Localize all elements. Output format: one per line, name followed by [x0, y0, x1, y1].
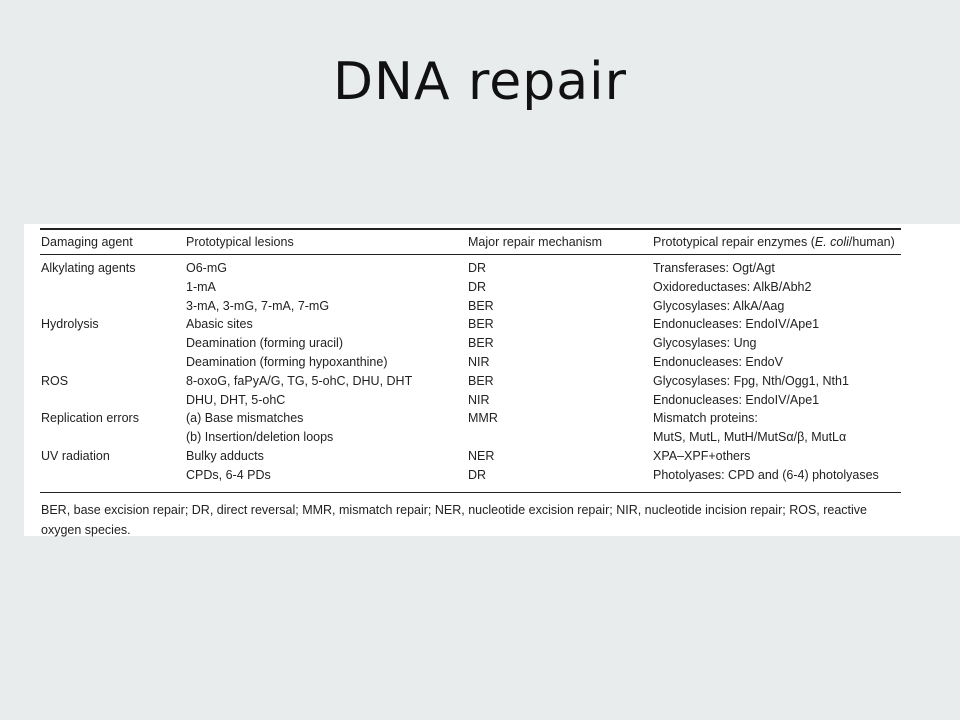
cell-mechanism: BER [468, 298, 494, 313]
table-bottom-rule [40, 492, 901, 493]
slide-title: DNA repair [333, 52, 627, 112]
cell-enzymes: Transferases: Ogt/Agt [653, 261, 775, 275]
cell-agent: Hydrolysis [41, 317, 99, 332]
cell-enzymes: Endonucleases: EndoIV/Ape1 [653, 392, 820, 407]
cell-enzymes: Endonucleases: EndoIV/Ape1 [653, 317, 820, 332]
cell-mechanism: NER [468, 449, 495, 463]
cell-lesion: O6-mG [186, 261, 227, 275]
cell-mechanism: NIR [468, 355, 490, 369]
table-top-rule [40, 228, 901, 230]
cell-enzymes: Photolyases: CPD and (6-4) photolyases [653, 467, 879, 482]
cell-mechanism: DR [468, 467, 487, 482]
header-enzymes-organism: E. coli [814, 235, 849, 249]
cell-mechanism: BER [468, 317, 494, 332]
cell-enzymes: Endonucleases: EndoV [653, 355, 783, 369]
cell-enzymes: Glycosylases: AlkA/Aag [653, 298, 785, 313]
cell-enzymes: Oxidoreductases: AlkB/Abh2 [653, 279, 812, 294]
cell-mechanism: BER [468, 336, 494, 351]
cell-agent: Replication errors [41, 411, 139, 426]
cell-mechanism: NIR [468, 392, 490, 407]
cell-mechanism: MMR [468, 411, 498, 426]
cell-lesion: Bulky adducts [186, 449, 264, 463]
header-prototypical-lesions: Prototypical lesions [186, 235, 294, 249]
table-footnote: BER, base excision repair; DR, direct reversal; MMR, mismatch repair; NER, nucleotide excision repair; NIR, nucleotide incision repair; ROS, reactive oxygen species. [41, 503, 867, 537]
cell-agent: ROS [41, 373, 69, 388]
cell-lesion: Deamination (forming hypoxanthine) [186, 355, 388, 369]
cell-lesion: 3-mA, 3-mG, 7-mA, 7-mG [186, 298, 330, 313]
cell-agent: Alkylating agents [41, 261, 136, 275]
cell-lesion: Deamination (forming uracil) [186, 336, 344, 351]
table-header-rule [40, 254, 901, 255]
cell-mechanism: BER [468, 373, 494, 388]
cell-lesion: 8-oxoG, faPyA/G, TG, 5-ohC, DHU, DHT [186, 373, 413, 388]
cell-lesion: (a) Base mismatches [186, 411, 304, 426]
header-enzymes-prefix: Prototypical repair enzymes ( [653, 235, 815, 249]
header-repair-enzymes [653, 234, 895, 250]
cell-lesion: DHU, DHT, 5-ohC [186, 392, 286, 407]
cell-mechanism: DR [468, 261, 487, 275]
cell-lesion: CPDs, 6-4 PDs [186, 467, 271, 482]
cell-enzymes: XPA–XPF+others [653, 449, 751, 463]
cell-enzymes: MutS, MutL, MutH/MutSα/β, MutLα [653, 430, 847, 445]
cell-lesion: (b) Insertion/deletion loops [186, 430, 334, 445]
cell-lesion: 1-mA [186, 279, 216, 294]
cell-enzymes: Glycosylases: Fpg, Nth/Ogg1, Nth1 [653, 373, 849, 388]
cell-enzymes: Mismatch proteins: [653, 411, 758, 426]
repair-table [24, 224, 960, 536]
header-damaging-agent: Damaging agent [41, 235, 133, 249]
cell-enzymes: Glycosylases: Ung [653, 336, 757, 351]
cell-mechanism: DR [468, 279, 487, 294]
cell-lesion: Abasic sites [186, 317, 253, 332]
header-repair-mechanism: Major repair mechanism [468, 235, 603, 249]
header-enzymes-suffix: /human) [848, 235, 895, 249]
cell-agent: UV radiation [41, 449, 110, 463]
